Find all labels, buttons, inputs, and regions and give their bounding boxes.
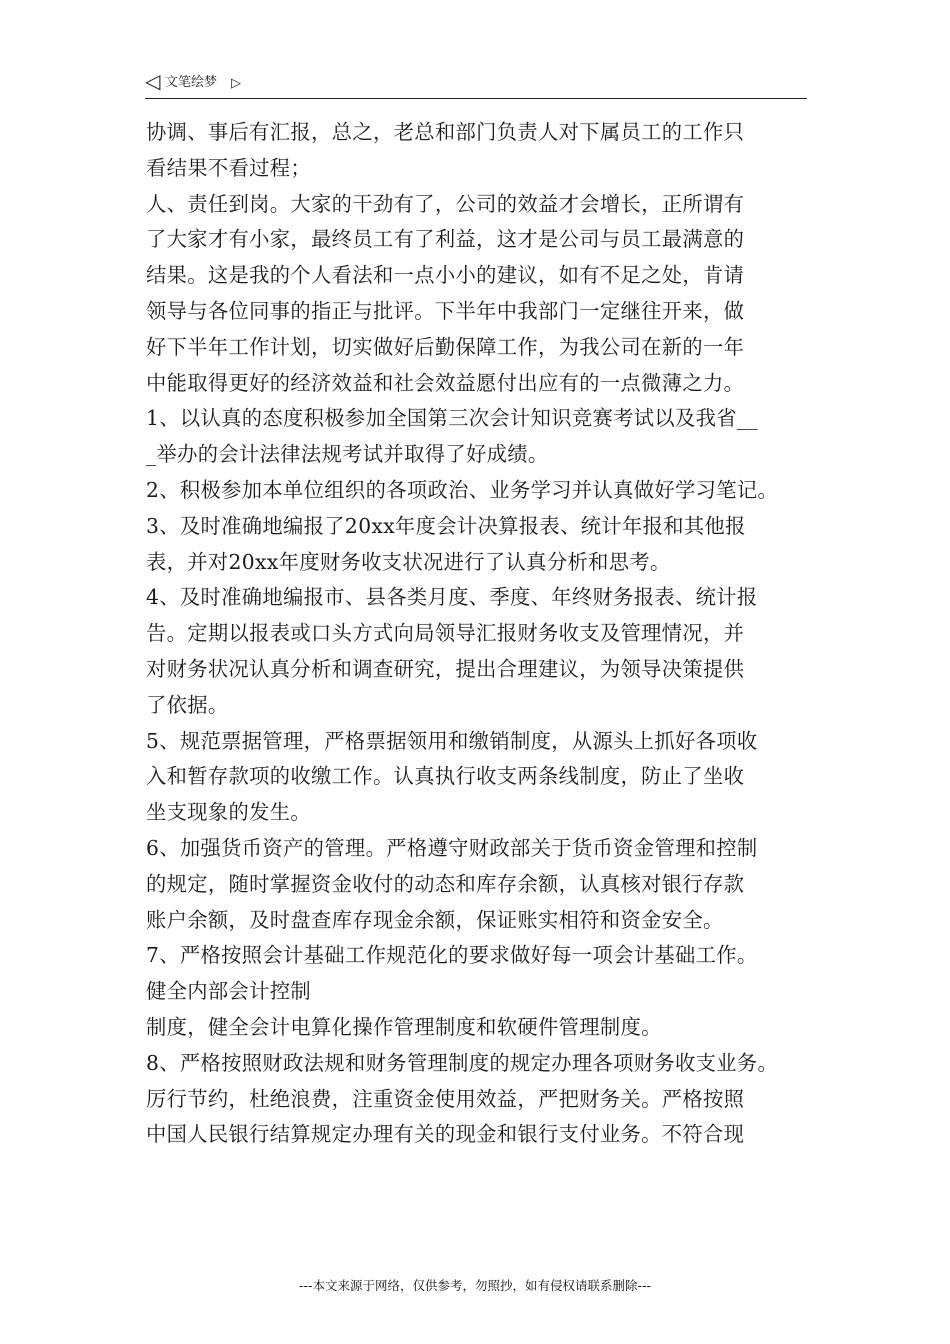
text-line: 对财务状况认真分析和调查研究，提出合理建议，为领导决策提供	[146, 656, 745, 681]
text-line: 协调、事后有汇报，总之，老总和部门负责人对下属员工的工作只	[146, 120, 745, 144]
text-line: 2、积极参加本单位组织的各项政治、业务学习并认真做好学习笔记。	[146, 477, 779, 502]
header-brand: 文笔绘梦	[165, 75, 218, 90]
text-line: 好下半年工作计划，切实做好后勤保障工作，为我公司在新的一年	[146, 334, 745, 359]
text-line: 告。定期以报表或口头方式向局领导汇报财务收支及管理情况，并	[146, 621, 745, 646]
text-line: 厉行节约，杜绝浪费，注重资金使用效益，严把财务关。严格按照	[146, 1086, 745, 1111]
text-line: 表，并对20xx年度财务收支状况进行了认真分析和思考。	[146, 549, 671, 574]
text-line: 中能取得更好的经济效益和社会效益愿付出应有的一点微薄之力。	[146, 370, 745, 395]
text-line: _举办的会计法律法规考试并取得了好成绩。	[146, 442, 549, 467]
text-line: 7、严格按照会计基础工作规范化的要求做好每一项会计基础工作。	[146, 943, 758, 968]
text-line: 了依据。	[146, 692, 229, 717]
text-line: 结果。这是我的个人看法和一点小小的建议，如有不足之处，肯请	[146, 263, 745, 288]
text-line: 账户余额，及时盘查库存现金余额，保证账实相符和资金安全。	[146, 907, 724, 932]
text-line: 制度，健全会计电算化操作管理制度和软硬件管理制度。	[146, 1014, 662, 1039]
text-line: 的规定，随时掌握资金收付的动态和库存余额，认真核对银行存款	[146, 871, 745, 896]
text-line: 3、及时准确地编报了20xx年度会计决算报表、统计年报和其他报	[146, 513, 746, 538]
text-line: 坐支现象的发生。	[146, 800, 312, 825]
page-footer: ---本文来源于网络，仅供参考，勿照抄，如有侵权请联系删除---	[298, 1278, 652, 1293]
document-body	[146, 115, 836, 1153]
triangle-right-icon: ▷	[231, 76, 241, 91]
text-line: 入和暂存款项的收缴工作。认真执行收支两条线制度，防止了坐收	[146, 764, 745, 789]
text-line: 中国人民银行结算规定办理有关的现金和银行支付业务。不符合现	[146, 1122, 745, 1147]
text-line: 1、以认真的态度积极参加全国第三次会计知识竞赛考试以及我省__	[146, 406, 758, 431]
text-line: 5、规范票据管理，严格票据领用和缴销制度，从源头上抓好各项收	[146, 728, 758, 753]
text-line: 健全内部会计控制	[146, 979, 312, 1004]
text-line: 人、责任到岗。大家的干劲有了，公司的效益才会增长，正所谓有	[146, 191, 745, 216]
text-line: 看结果不看过程；	[146, 155, 312, 180]
text-line: 领导与各位同事的指正与批评。下半年中我部门一定继往开来，做	[146, 298, 745, 323]
triangle-left-icon: ◁	[145, 69, 161, 93]
text-line: 6、加强货币资产的管理。严格遵守财政部关于货币资金管理和控制	[146, 835, 758, 860]
page-header	[145, 70, 807, 99]
text-line: 8、严格按照财政法规和财务管理制度的规定办理各项财务收支业务。	[146, 1050, 779, 1075]
text-line: 4、及时准确地编报市、县各类月度、季度、年终财务报表、统计报	[146, 585, 758, 610]
text-line: 了大家才有小家，最终员工有了利益，这才是公司与员工最满意的	[146, 227, 745, 252]
